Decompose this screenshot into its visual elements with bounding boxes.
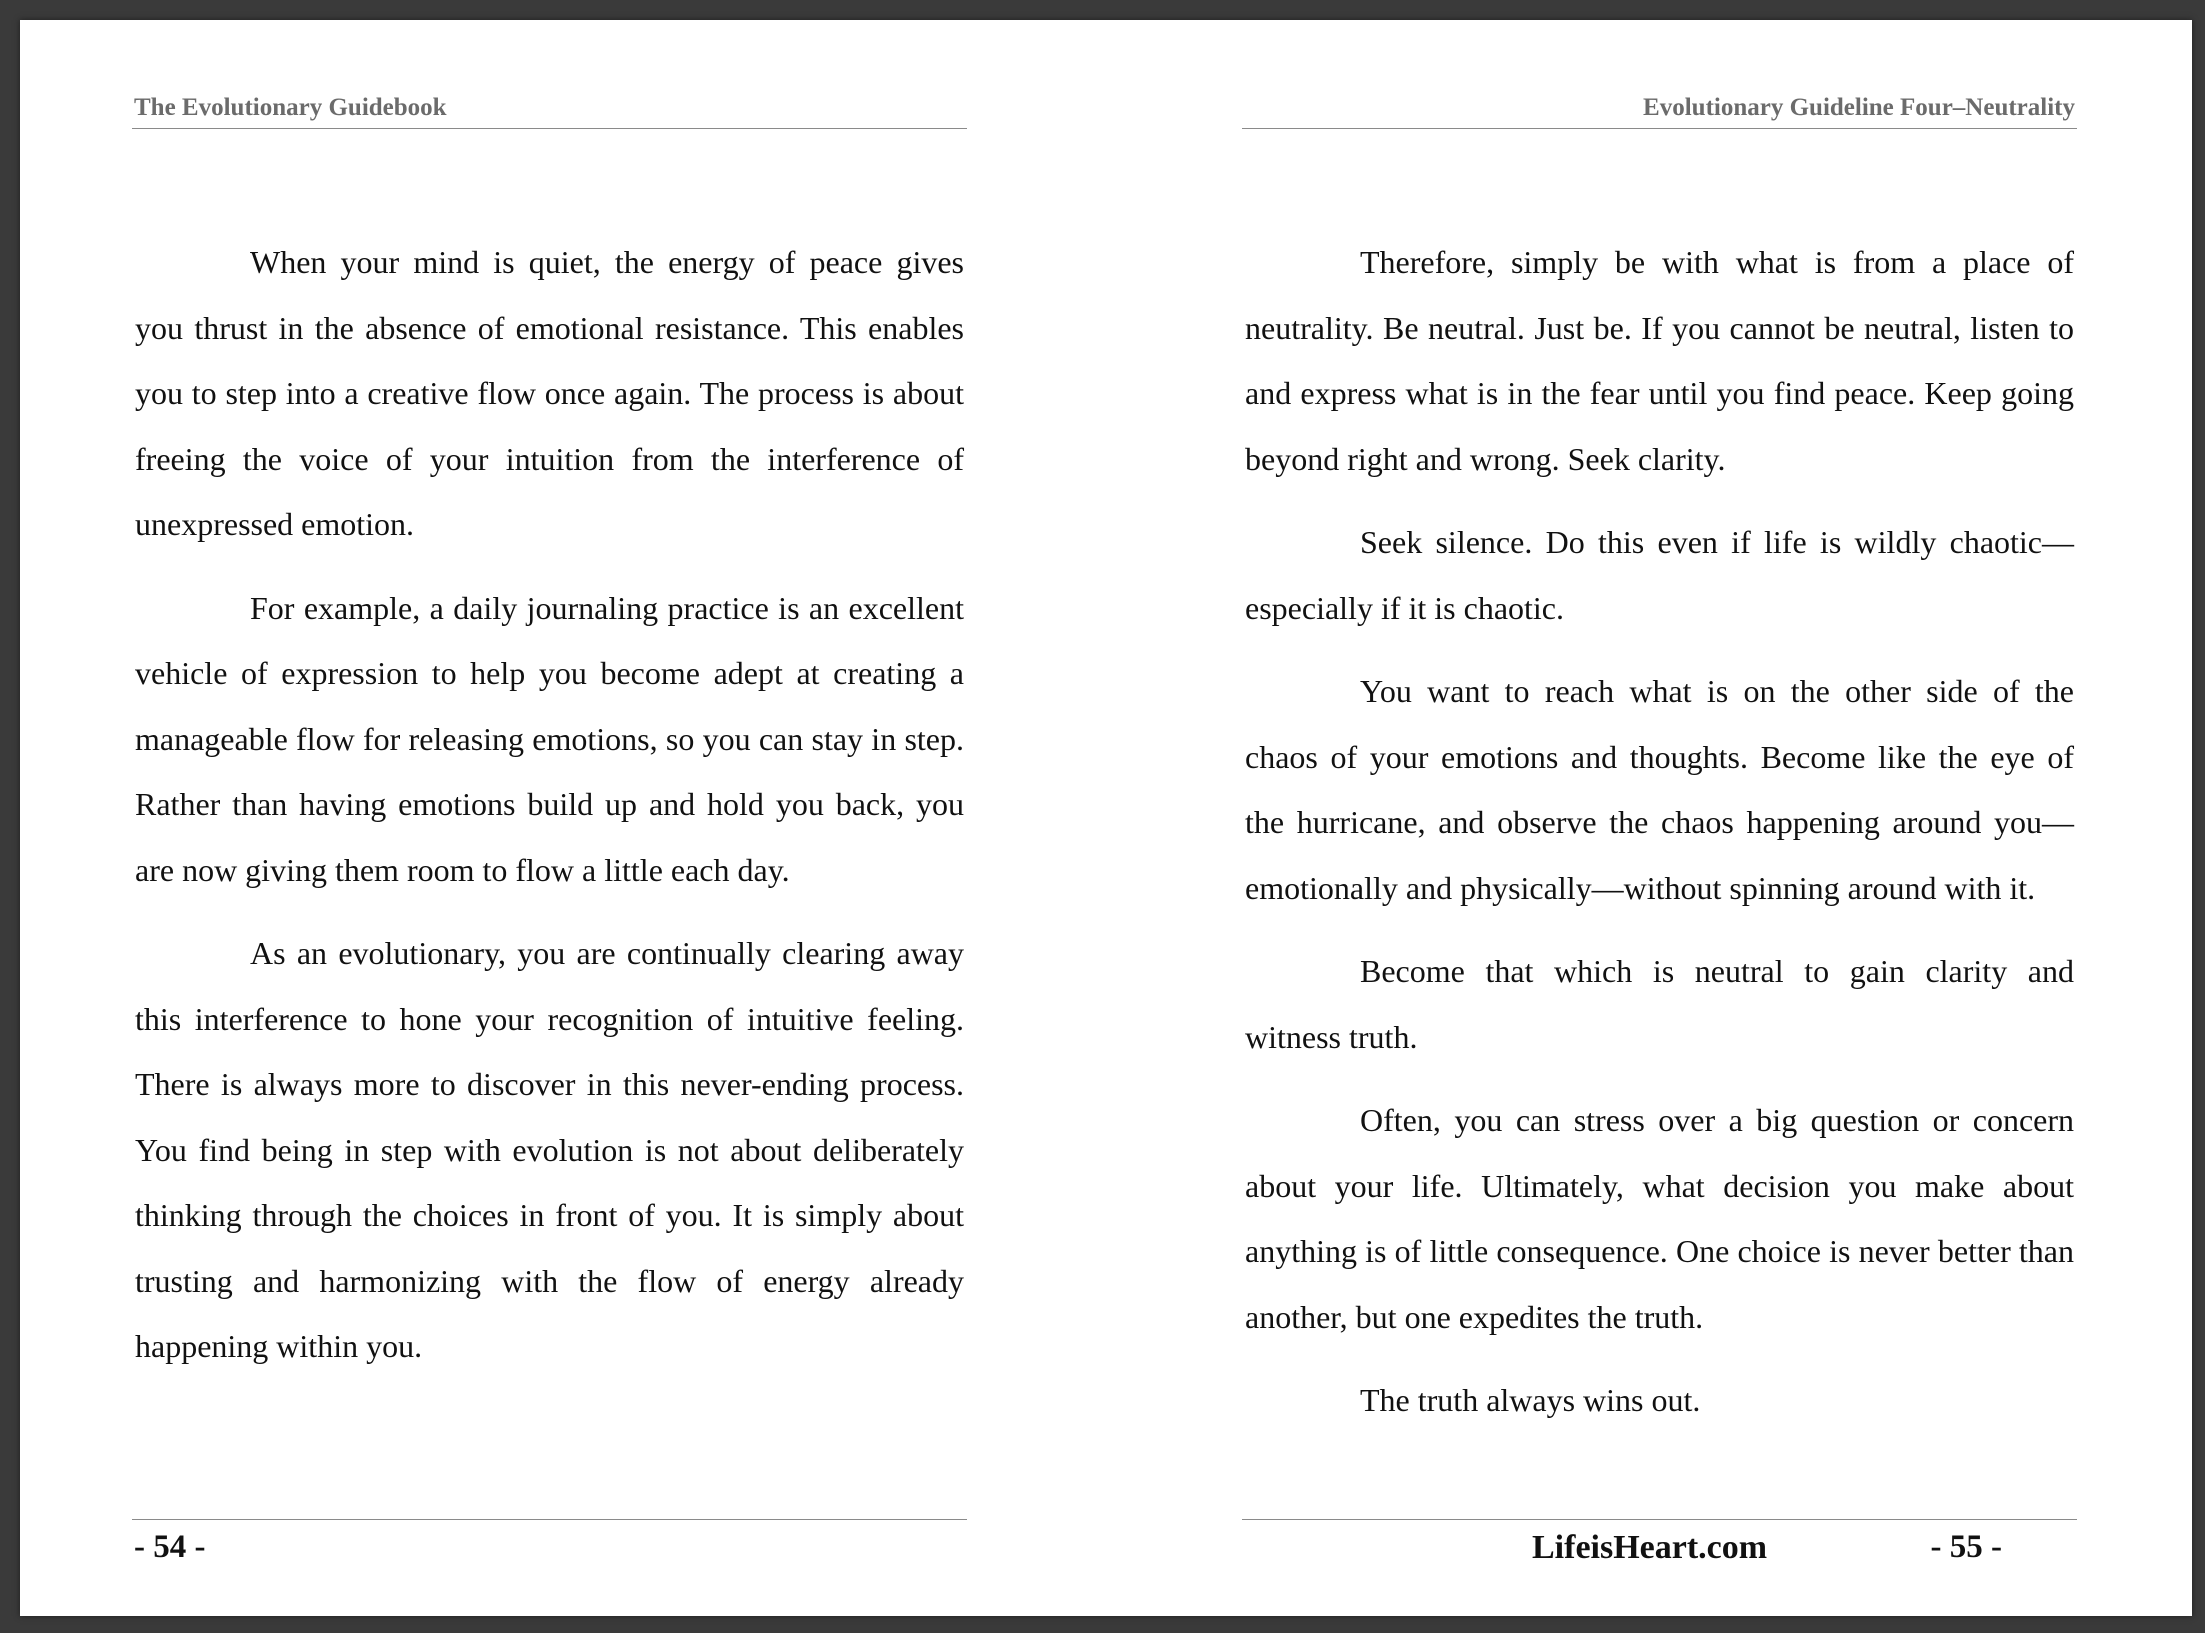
paragraph: When your mind is quiet, the energy of peace gives you thrust in the absence of emotional resistance. This enables you to step into a creative flow once again. The process is about freeing the voice of your intuition from the interference of unexpressed emotion. xyxy=(135,244,964,542)
page-number-right: - 55 - xyxy=(1930,1529,2002,1565)
paragraph: As an evolutionary, you are continually clearing away this interference to hone your recognition of intuitive feeling. There is always more to discover in this never-ending process. You find being in step with evolution is not about deliberately thinking through the choices in front of you. It is simply about trusting and harmonizing with the flow of energy already happening within you. xyxy=(135,935,964,1364)
left-page-body xyxy=(135,230,964,1398)
book-spread xyxy=(20,20,2192,1616)
paragraph: Become that which is neutral to gain clarity and witness truth. xyxy=(1245,953,2074,1055)
footer-rule-right xyxy=(1242,1519,2077,1520)
running-head-right: Evolutionary Guideline Four–Neutrality xyxy=(1242,94,2077,129)
paragraph: Seek silence. Do this even if life is wildly chaotic—especially if it is chaotic. xyxy=(1245,524,2074,626)
site-url: LifeisHeart.com xyxy=(1532,1529,1768,1566)
left-page xyxy=(132,20,967,1616)
right-page-body xyxy=(1245,230,2074,1452)
page-number-left: - 54 - xyxy=(134,1529,206,1565)
paragraph: Therefore, simply be with what is from a place of neutrality. Be neutral. Just be. If you cannot be neutral, listen to and express what is in the fear until you find peace. Keep going beyond right and wrong. Seek clarity. xyxy=(1245,244,2074,477)
paragraph: Often, you can stress over a big question or concern about your life. Ultimately, what decision you make about anything is of little consequence. One choice is never better than another, but one expedites the truth. xyxy=(1245,1102,2074,1335)
running-head-left: The Evolutionary Guidebook xyxy=(132,94,967,129)
paragraph: For example, a daily journaling practice is an excellent vehicle of expression to help you become adept at creating a manageable flow for releasing emotions, so you can stay in step. Rather than having emotions build up and hold you back, you are now giving them room to flow a little each day. xyxy=(135,589,964,888)
paragraph: The truth always wins out. xyxy=(1360,1382,1701,1418)
right-page xyxy=(1242,20,2077,1616)
footer-rule-left xyxy=(132,1519,967,1520)
paragraph: You want to reach what is on the other side of the chaos of your emotions and thoughts. Become like the eye of the hurricane, and observe the chaos happening around you—emotionally and physically—without spinning around with it. xyxy=(1245,673,2074,906)
